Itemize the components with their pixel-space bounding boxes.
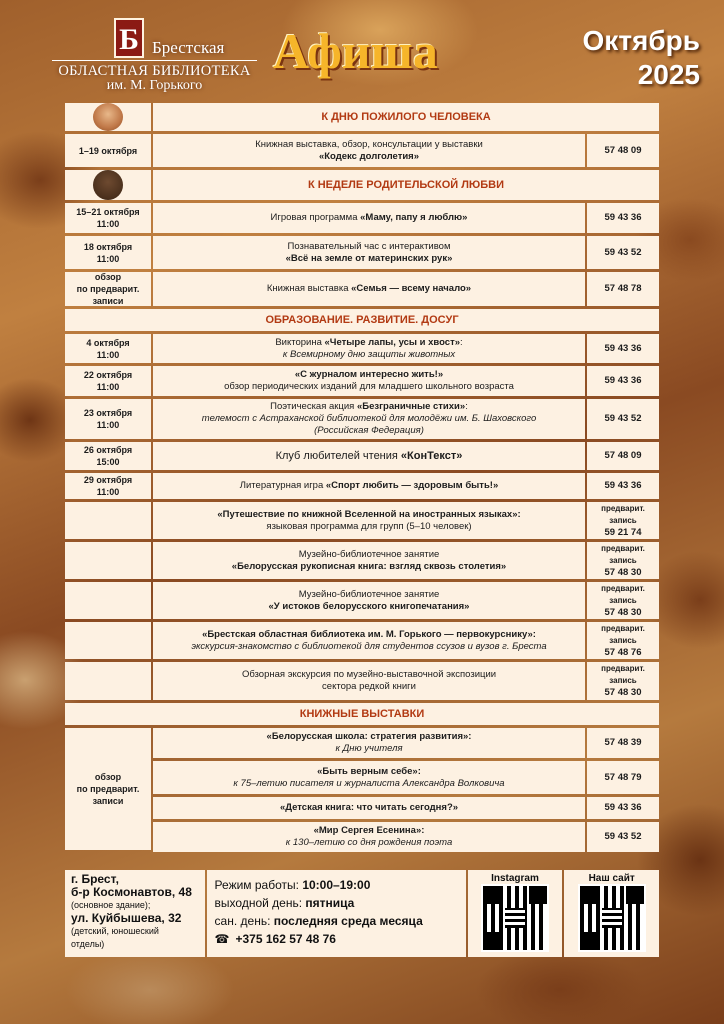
table-row <box>65 272 659 306</box>
event-title: «С журналом интересно жить!» <box>294 369 444 380</box>
address-city: г. Брест, <box>71 872 119 886</box>
event-description <box>153 366 585 396</box>
section-header-education <box>65 309 659 331</box>
section-title: ОБРАЗОВАНИЕ. РАЗВИТИЕ. ДОСУГ <box>65 309 659 331</box>
phone-number: +375 162 57 48 76 <box>235 932 336 946</box>
event-date-day: 26 октября <box>83 445 133 455</box>
section-title: КНИЖНЫЕ ВЫСТАВКИ <box>65 703 659 725</box>
table-row <box>65 203 659 233</box>
table-row <box>65 662 659 700</box>
event-description <box>153 622 585 659</box>
event-title: «Путешествие по книжной Вселенной на иностранных языках»: <box>217 508 521 520</box>
working-hours <box>215 876 458 894</box>
event-type: Поэтическая акция <box>270 401 357 412</box>
website-qr-code[interactable] <box>580 886 644 950</box>
event-phone: 57 48 78 <box>587 272 659 306</box>
phone-number: 57 48 30 <box>604 687 642 698</box>
event-type: Литературная игра <box>239 480 326 491</box>
event-date <box>65 334 151 363</box>
event-phone: 59 43 52 <box>587 399 659 439</box>
event-note: обзор <box>94 272 122 282</box>
booking-note: предварит. <box>601 543 645 553</box>
event-description <box>153 582 585 619</box>
event-title: «Детская книга: что читать сегодня?» <box>279 802 459 813</box>
event-date-day: 29 октября <box>83 475 133 485</box>
event-phone <box>587 582 659 619</box>
event-line: Музейно-библиотечное занятие <box>298 588 440 600</box>
event-date <box>65 442 151 470</box>
event-title: «Мир Сергея Есенина»: <box>313 825 425 836</box>
booking-note: предварит. <box>601 664 645 673</box>
event-subtitle: к 130–летию со дня рождения поэта <box>285 837 453 848</box>
event-description <box>153 203 585 233</box>
event-note: обзор <box>94 772 122 782</box>
table-row <box>65 728 659 758</box>
event-note: по предварит. <box>76 784 140 794</box>
phone-number: 57 48 30 <box>604 606 642 618</box>
event-title: «КонТекст» <box>400 450 463 462</box>
event-phone <box>587 622 659 659</box>
event-date <box>65 272 151 306</box>
event-subtitle: (Российская Федерация) <box>314 425 424 436</box>
sanitary-day-label: сан. день: <box>214 914 271 928</box>
event-subtitle: экскурсия-знакомство с библиотекой для студентов ссузов и вузов г. Бреста <box>191 640 547 652</box>
event-note: по предварит. <box>76 284 140 294</box>
empty-date <box>65 622 151 659</box>
event-time: 11:00 <box>96 219 120 229</box>
table-row <box>65 761 659 794</box>
library-logo[interactable] <box>52 16 257 91</box>
empty-date <box>65 582 151 619</box>
event-line <box>271 212 468 224</box>
event-description <box>153 822 585 852</box>
punctuation: : <box>465 401 468 412</box>
section-header-elderly <box>65 103 659 131</box>
event-date-day: 15–21 октября <box>76 207 140 217</box>
event-title: «Безграничные стихи» <box>356 401 466 412</box>
event-title: «Брестская областная библиотека им. М. Горького — первокурснику»: <box>202 628 536 640</box>
booking-note: запись <box>609 676 637 685</box>
event-phone: 57 48 09 <box>587 134 659 167</box>
event-description <box>153 761 585 794</box>
event-line: Музейно-библиотечное занятие <box>298 548 440 560</box>
event-date <box>65 473 151 499</box>
event-time: 11:00 <box>96 253 120 264</box>
table-row <box>65 622 659 659</box>
logo-library-name: ОБЛАСТНАЯ БИБЛИОТЕКА <box>52 60 257 80</box>
event-phone: 59 43 36 <box>587 366 659 396</box>
working-hours-label: Режим работы: <box>214 878 299 892</box>
schedule-block <box>207 870 466 957</box>
table-row <box>65 582 659 619</box>
logo-city: Брестская <box>152 38 225 57</box>
instagram-label: Instagram <box>491 873 539 884</box>
month-year <box>500 24 700 92</box>
event-line: Познавательный час с интерактивом <box>287 240 451 252</box>
punctuation: : <box>460 336 463 348</box>
phone-number: 57 48 30 <box>604 566 642 578</box>
logo-library-patron: им. М. Горького <box>106 78 203 93</box>
event-description <box>153 797 585 819</box>
section-title: К НЕДЕЛЕ РОДИТЕЛЬСКОЙ ЛЮБВИ <box>153 170 659 200</box>
event-description <box>153 399 585 439</box>
event-line: Обзорная экскурсия по музейно-выставочной экспозиции <box>241 669 497 680</box>
event-date-day: 22 октября <box>83 370 133 380</box>
booking-rows <box>65 502 659 700</box>
event-phone <box>587 542 659 579</box>
exhibitions-note <box>65 728 151 850</box>
event-title: «У истоков белорусского книгопечатания» <box>268 600 470 612</box>
address-main: б-р Космонавтов, 48 <box>71 885 192 899</box>
booking-note: запись <box>609 515 637 525</box>
table-row <box>65 542 659 579</box>
day-off <box>215 894 458 912</box>
booking-note: предварит. <box>601 583 645 593</box>
event-phone: 59 43 52 <box>587 822 659 852</box>
day-off-label: выходной день: <box>214 896 303 910</box>
event-description <box>153 236 585 269</box>
event-description <box>153 728 585 758</box>
booking-note: предварит. <box>601 503 645 513</box>
event-time: 15:00 <box>96 457 120 467</box>
event-description <box>153 134 585 167</box>
event-date <box>65 366 151 396</box>
day-off-value: пятница <box>305 896 355 910</box>
event-type: Книжная выставка <box>266 283 352 294</box>
event-line: Книжная выставка, обзор, консультации у выставки <box>255 138 483 150</box>
event-note: записи <box>92 296 124 306</box>
event-title: «Маму, папу я люблю» <box>360 212 468 223</box>
event-phone: 59 43 36 <box>587 473 659 499</box>
event-line <box>275 337 462 349</box>
phone-number: 57 48 76 <box>604 646 642 658</box>
event-subtitle: обзор периодических изданий для младшего школьного возраста <box>224 381 514 392</box>
sanitary-day-value: последняя среда месяца <box>273 914 423 928</box>
empty-date <box>65 502 151 539</box>
event-line <box>240 480 498 492</box>
events-table <box>65 103 659 855</box>
sanitary-day <box>215 912 458 930</box>
event-date <box>65 203 151 233</box>
event-time: 11:00 <box>96 382 120 392</box>
empty-date <box>65 542 151 579</box>
instagram-qr-code[interactable] <box>483 886 547 950</box>
booking-note: запись <box>609 595 637 605</box>
empty-date <box>65 662 151 700</box>
address-note: отделы) <box>71 939 105 949</box>
logo-emblem: Б <box>114 18 144 58</box>
working-hours-value: 10:00–19:00 <box>302 878 371 892</box>
contact-phone[interactable] <box>215 930 458 948</box>
event-title: «Белорусская школа: стратегия развития»: <box>266 731 472 742</box>
event-time: 11:00 <box>96 349 120 360</box>
website-label: Наш сайт <box>588 873 635 884</box>
event-phone: 59 43 36 <box>587 334 659 363</box>
event-time: 11:00 <box>96 420 120 430</box>
event-date: 1–19 октября <box>65 134 151 167</box>
event-subtitle: к Дню учителя <box>335 743 403 754</box>
address-note: (детский, юношеский <box>71 926 159 936</box>
table-row <box>65 236 659 269</box>
website-qr-block[interactable] <box>564 870 659 957</box>
event-description <box>153 542 585 579</box>
table-row <box>65 366 659 396</box>
event-subtitle: к Всемирному дню защиты животных <box>282 348 456 360</box>
table-row <box>65 502 659 539</box>
phone-icon: ☎ <box>214 932 230 946</box>
page-title: Афиша <box>273 23 438 79</box>
section-picture-cell <box>65 170 151 200</box>
event-phone: 59 43 52 <box>587 236 659 269</box>
event-line <box>276 450 463 462</box>
event-title: «Белорусская рукописная книга: взгляд сквозь столетия» <box>231 560 507 572</box>
event-phone <box>587 502 659 539</box>
event-phone: 59 43 36 <box>587 797 659 819</box>
event-phone: 57 48 09 <box>587 442 659 470</box>
event-subtitle: телемост с Астраханской библиотекой для молодёжи им. Б. Шаховского <box>201 413 537 424</box>
instagram-qr-block[interactable] <box>468 870 563 957</box>
event-phone: 57 48 79 <box>587 761 659 794</box>
event-subtitle: к 75–летию писателя и журналиста Александра Волковича <box>233 777 505 789</box>
booking-note: запись <box>609 555 637 565</box>
exhibitions-rows <box>65 728 659 852</box>
event-title: «Семья — всему начало» <box>351 283 472 294</box>
event-line: сектора редкой книги <box>322 681 416 692</box>
section-title: К ДНЮ ПОЖИЛОГО ЧЕЛОВЕКА <box>153 103 659 131</box>
event-subtitle: языковая программа для групп (5–10 человек) <box>266 520 472 532</box>
booking-note: предварит. <box>601 623 645 633</box>
event-date <box>65 236 151 269</box>
phone-number: 59 21 74 <box>604 526 642 538</box>
event-description <box>153 662 585 700</box>
event-title: «Четыре лапы, усы и хвост» <box>324 336 461 348</box>
table-row <box>65 399 659 439</box>
section-header-parents <box>65 170 659 200</box>
footer <box>65 870 659 957</box>
event-date <box>65 399 151 439</box>
event-title: «Кодекс долголетия» <box>318 150 420 162</box>
table-row <box>65 442 659 470</box>
family-picture <box>93 170 123 200</box>
event-title: «Спорт любить — здоровым быть!» <box>325 480 499 491</box>
event-type: Викторина <box>275 336 325 348</box>
table-row <box>65 822 659 852</box>
event-line <box>267 283 471 295</box>
table-row <box>65 797 659 819</box>
event-date-day: 23 октября <box>83 408 133 418</box>
event-line <box>270 401 468 413</box>
table-row <box>65 334 659 363</box>
event-description <box>153 272 585 306</box>
event-phone: 59 43 36 <box>587 203 659 233</box>
event-description <box>153 442 585 470</box>
event-type: Клуб любителей чтения <box>275 450 401 462</box>
elderly-couple-picture <box>93 103 123 131</box>
event-description <box>153 334 585 363</box>
event-title: «Быть верным себе»: <box>317 765 421 777</box>
address-block <box>65 870 205 957</box>
booking-note: запись <box>609 635 637 645</box>
section-header-exhibitions <box>65 703 659 725</box>
event-description <box>153 502 585 539</box>
table-row <box>65 134 659 167</box>
event-description <box>153 473 585 499</box>
event-time: 11:00 <box>96 487 120 497</box>
event-title: «Всё на земле от материнских рук» <box>285 252 453 264</box>
event-phone: 57 48 39 <box>587 728 659 758</box>
event-date-day: 4 октября <box>86 337 130 348</box>
year-label: 2025 <box>637 59 700 90</box>
address-note: (основное здание); <box>71 900 151 910</box>
header <box>0 0 724 100</box>
section-picture-cell <box>65 103 151 131</box>
event-type: Игровая программа <box>270 212 361 223</box>
event-note: записи <box>92 796 124 806</box>
table-row <box>65 473 659 499</box>
event-date-day: 18 октября <box>83 241 133 252</box>
month-label: Октябрь <box>582 25 700 56</box>
event-phone <box>587 662 659 700</box>
address-branch: ул. Куйбышева, 32 <box>71 911 182 925</box>
